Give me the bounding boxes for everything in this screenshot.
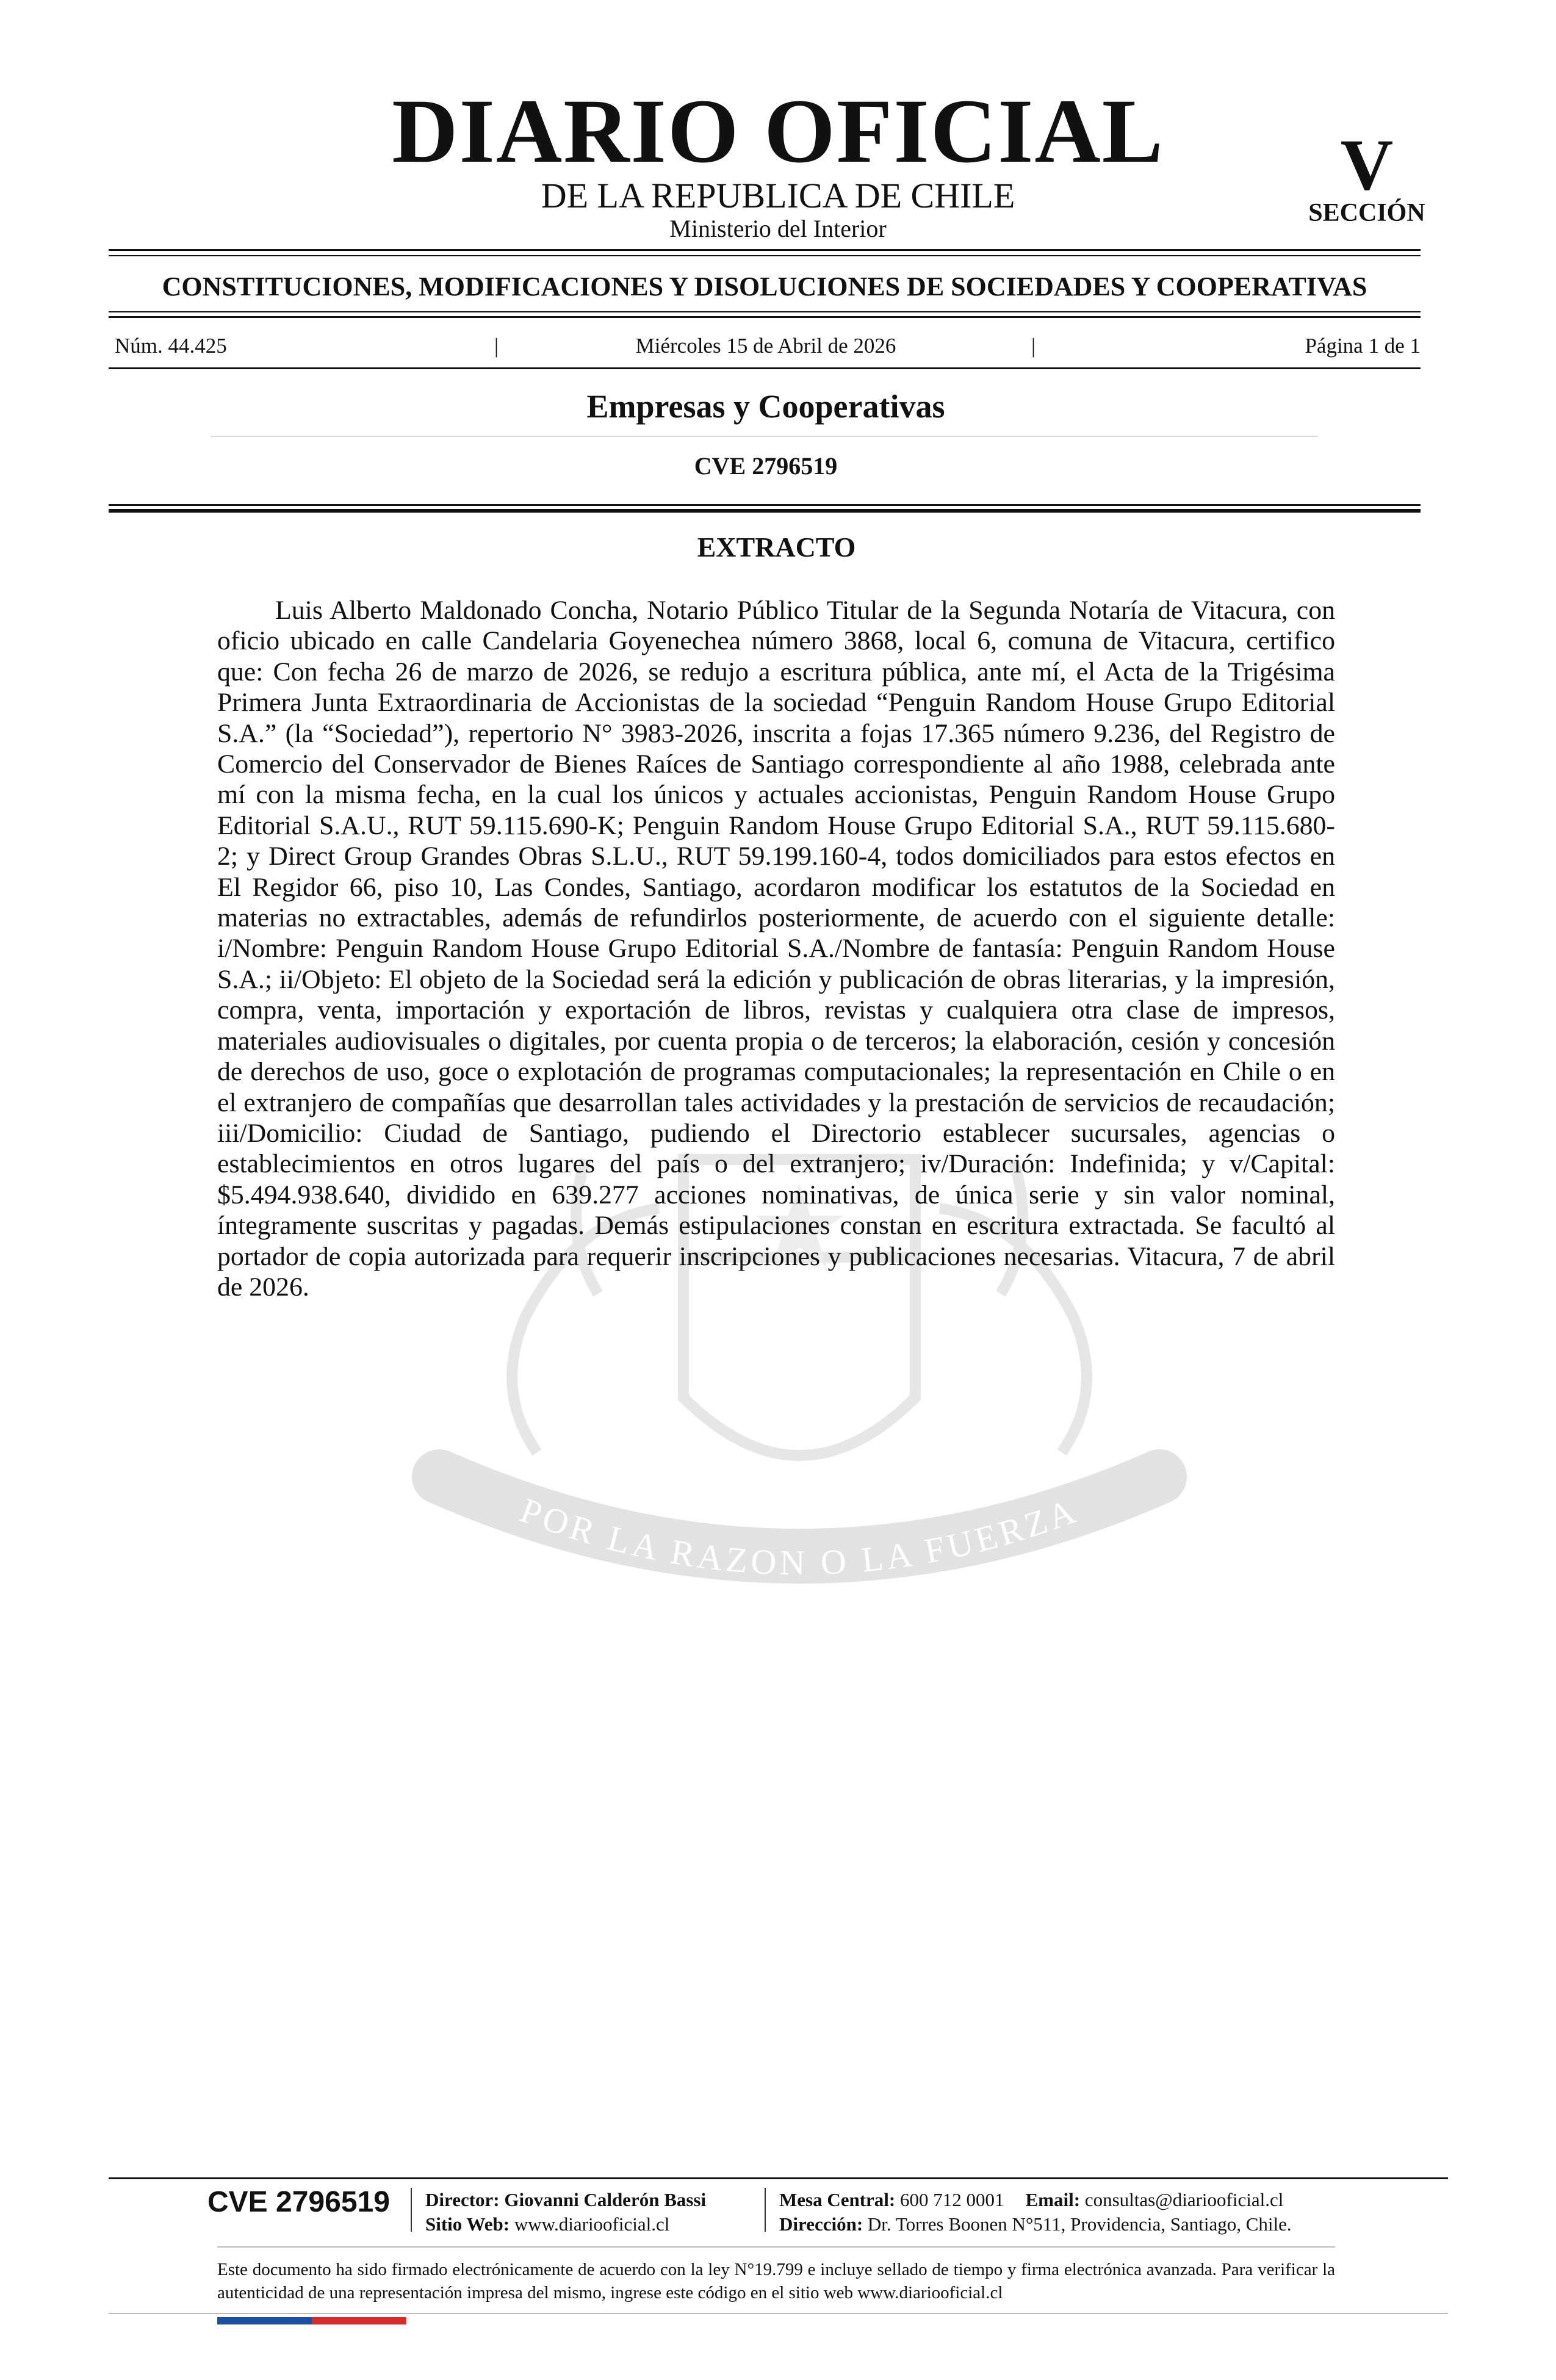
address-value: Dr. Torres Boonen N°511, Providencia, Santiago, Chile. bbox=[867, 2213, 1292, 2235]
issue-separator: | bbox=[1031, 334, 1036, 358]
director-name: Giovanni Calderón Bassi bbox=[504, 2189, 707, 2210]
footer-inner-rule bbox=[217, 2246, 1335, 2248]
footer-separator bbox=[411, 2188, 412, 2232]
watermark-motto: POR LA RAZON O LA FUERZA bbox=[515, 1490, 1084, 1583]
web-label: Sitio Web: bbox=[425, 2213, 510, 2235]
title-rule bbox=[109, 504, 1421, 506]
footer-rule bbox=[109, 2177, 1448, 2179]
category-heading: CONSTITUCIONES, MODIFICACIONES Y DISOLUCIONES DE SOCIEDADES Y COOPERATIVAS bbox=[162, 272, 1367, 301]
extract-body: Luis Alberto Maldonado Concha, Notario Público Titular de la Segunda Notaría de Vitacura, con oficio ubicado en calle Candelaria Goyenechea número 3868, local 6, comuna de Vitacura, certifico que: Con fecha 26 de marzo de 2026, se redujo a escritura pública, ante mí, el Acta de la Trigésima Primera Junta Extraordinaria de Accionistas de la sociedad “Penguin Random House Grupo Editorial S.A.” (la “Sociedad”), repertorio N° 3983-2026, inscrita a fojas 17.365 número 9.236, del Registro de Comercio del Conservador de Bienes Raíces de Santiago correspondiente al año 1988, celebrada ante mí con la misma fecha, en la cual los únicos y actuales accionistas, Penguin Random House Grupo Editorial S.A.U., RUT 59.115.690-K; Penguin Random House Grupo Editorial S.A., RUT 59.115.680-2; y Direct Group Grandes Obras S.L.U., RUT 59.199.160-4, todos domiciliados para estos efectos en El Regidor 66, piso 10, Las Condes, Santiago, acordaron modificar los estatutos de la Sociedad en materias no extractables, además de refundirlos posteriormente, de acuerdo con el siguiente detalle: i/Nombre: Penguin Random House Grupo Editorial S.A./Nombre de fantasía: Penguin Random House S.A.; ii/Objeto: El objeto de la Sociedad será la edición y publicación de obras literarias, y la impresión, compra, venta, importación y exportación de libros, revistas y cualquiera otra clase de impresos, materiales audiovisuales o digitales, por cuenta propia o de terceros; la elaboración, cesión y concesión de derechos de uso, goce o explotación de programas computacionales; la representación en Chile o en el extranjero de compañías que desarrollan tales actividades y la prestación de servicios de recaudación; iii/Domicilio: Ciudad de Santiago, pudiendo el Directorio establecer sucursales, agencias o establecimientos en otros lugares del país o del extranjero; iv/Duración: Indefinida; y v/Capital: $5.494.938.640, dividido en 639.277 acciones nominativas, de única serie y sin valor nominal, íntegramente suscritas y pagadas. Demás estipulaciones constan en escritura extractada. Se facultó al portador de copia autorizada para requerir inscripciones y publicaciones necesarias. Vitacura, 7 de abril de 2026. bbox=[217, 596, 1335, 1302]
issue-rule bbox=[109, 367, 1421, 369]
footer-signature-note: Este documento ha sido firmado electrónicamente de acuerdo con la ley N°19.799 e incluye sellado de tiempo y firma electrónica avanzada. Para verificar la autenticidad de una representación impresa del mismo, ingrese este código en el sitio web www.diariooficial.cl bbox=[217, 2260, 1335, 2302]
flag-stripe-blue bbox=[217, 2317, 312, 2324]
masthead-ministry: Ministerio del Interior bbox=[669, 215, 887, 242]
category-rule bbox=[109, 311, 1421, 312]
issue-separator: | bbox=[494, 334, 499, 358]
document-title: EXTRACTO bbox=[697, 532, 856, 563]
section-divider bbox=[211, 436, 1318, 437]
issue-date: Miércoles 15 de Abril de 2026 bbox=[635, 334, 896, 358]
category-rule bbox=[109, 316, 1421, 318]
issue-number: Núm. 44.425 bbox=[115, 334, 227, 358]
mesa-phone: 600 712 0001 bbox=[900, 2189, 1004, 2210]
header-rule bbox=[109, 249, 1421, 251]
footer-director-block bbox=[425, 2188, 706, 2237]
section-letter: V bbox=[1340, 124, 1394, 205]
email-link[interactable]: consultas@diariooficial.cl bbox=[1084, 2189, 1284, 2210]
footer-separator bbox=[765, 2188, 766, 2232]
title-rule bbox=[109, 509, 1421, 513]
director-label: Director: bbox=[425, 2189, 500, 2210]
mesa-label: Mesa Central: bbox=[779, 2189, 896, 2210]
section-title: Empresas y Cooperativas bbox=[586, 388, 945, 425]
header-rule bbox=[109, 255, 1421, 256]
address-label: Dirección: bbox=[779, 2213, 863, 2235]
email-label: Email: bbox=[1025, 2189, 1081, 2210]
section-label: SECCIÓN bbox=[1308, 199, 1425, 227]
masthead-title: DIARIO OFICIAL bbox=[392, 81, 1164, 182]
footer-bottom-rule bbox=[109, 2313, 1448, 2314]
issue-page: Página 1 de 1 bbox=[1305, 334, 1421, 358]
footer-contact-block bbox=[779, 2188, 1292, 2237]
cve-code: CVE 2796519 bbox=[694, 452, 838, 480]
masthead-subtitle: DE LA REPUBLICA DE CHILE bbox=[541, 176, 1015, 215]
footer-cve: CVE 2796519 bbox=[207, 2186, 390, 2218]
flag-stripe-red bbox=[312, 2317, 406, 2324]
web-link[interactable]: www.diariooficial.cl bbox=[514, 2213, 670, 2235]
